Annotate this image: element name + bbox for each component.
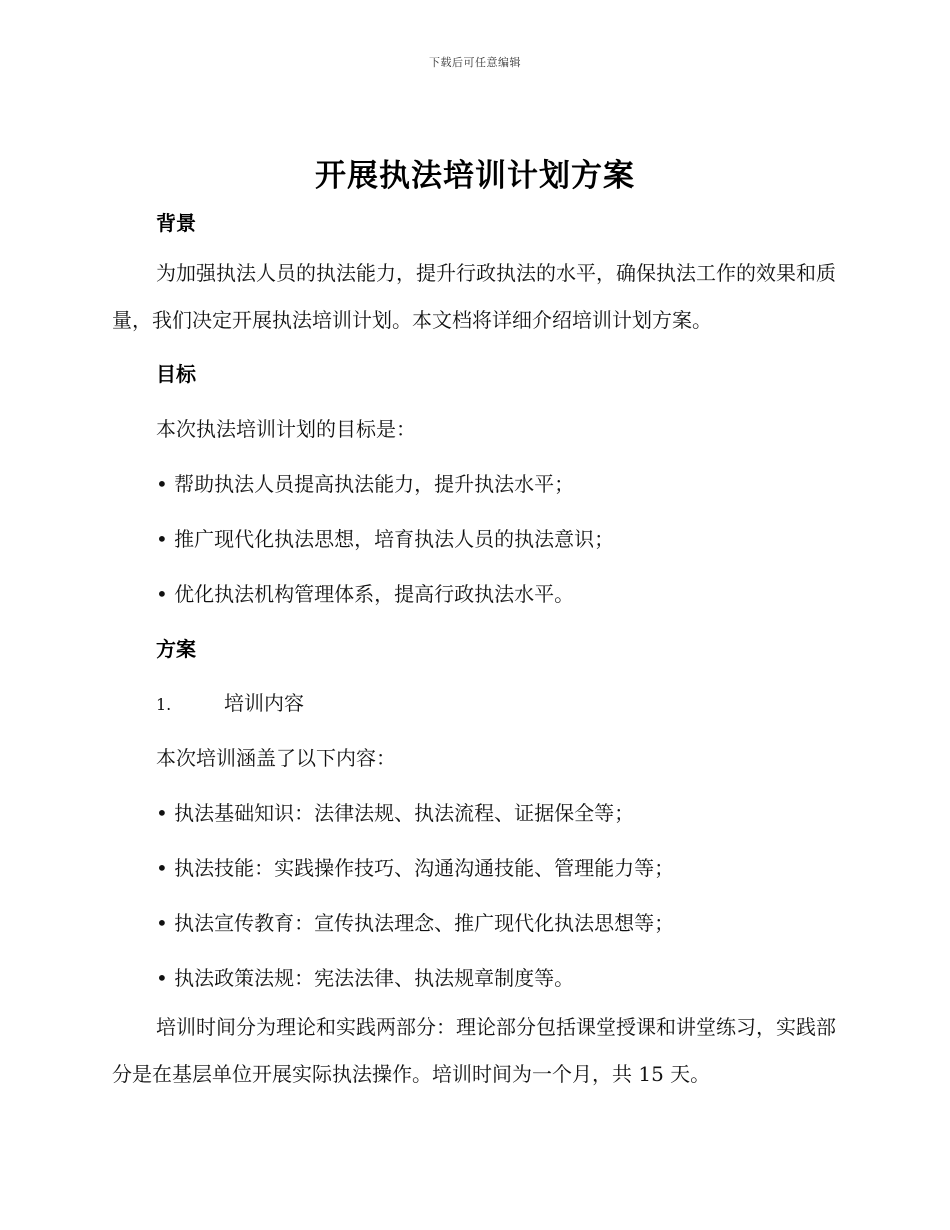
paragraph-schedule: 培训时间分为理论和实践两部分：理论部分包括课堂授课和讲堂练习，实践部分是在基层单位开展实际执法操作。培训时间为一个月，共 15 天。 — [112, 1015, 836, 1086]
heading-background: 背景 — [156, 211, 196, 235]
list-item: • 优化执法机构管理体系，提高行政执法水平。 — [156, 582, 575, 606]
heading-goals: 目标 — [156, 362, 196, 386]
list-item: • 帮助执法人员提高执法能力，提升执法水平； — [156, 472, 575, 496]
subsection-heading — [156, 687, 304, 716]
list-item: • 推广现代化执法思想，培育执法人员的执法意识； — [156, 527, 615, 551]
heading-plan: 方案 — [156, 637, 196, 661]
goals-intro: 本次执法培训计划的目标是： — [156, 417, 416, 441]
header-note: 下载后可任意编辑 — [429, 56, 521, 69]
list-item: • 执法技能：实践操作技巧、沟通沟通技能、管理能力等； — [156, 856, 675, 880]
list-item: • 执法基础知识：法律法规、执法流程、证据保全等； — [156, 801, 635, 825]
plan-intro: 本次培训涵盖了以下内容： — [156, 746, 396, 770]
subsection-number: 1. — [156, 695, 172, 714]
subsection-title: 培训内容 — [224, 691, 304, 715]
list-item: • 执法宣传教育：宣传执法理念、推广现代化执法思想等； — [156, 911, 675, 935]
list-item: • 执法政策法规：宪法法律、执法规章制度等。 — [156, 966, 575, 990]
document-title: 开展执法培训计划方案 — [315, 158, 635, 194]
paragraph-background: 为加强执法人员的执法能力，提升行政执法的水平，确保执法工作的效果和质量，我们决定开展执法培训计划。本文档将详细介绍培训计划方案。 — [112, 261, 836, 332]
